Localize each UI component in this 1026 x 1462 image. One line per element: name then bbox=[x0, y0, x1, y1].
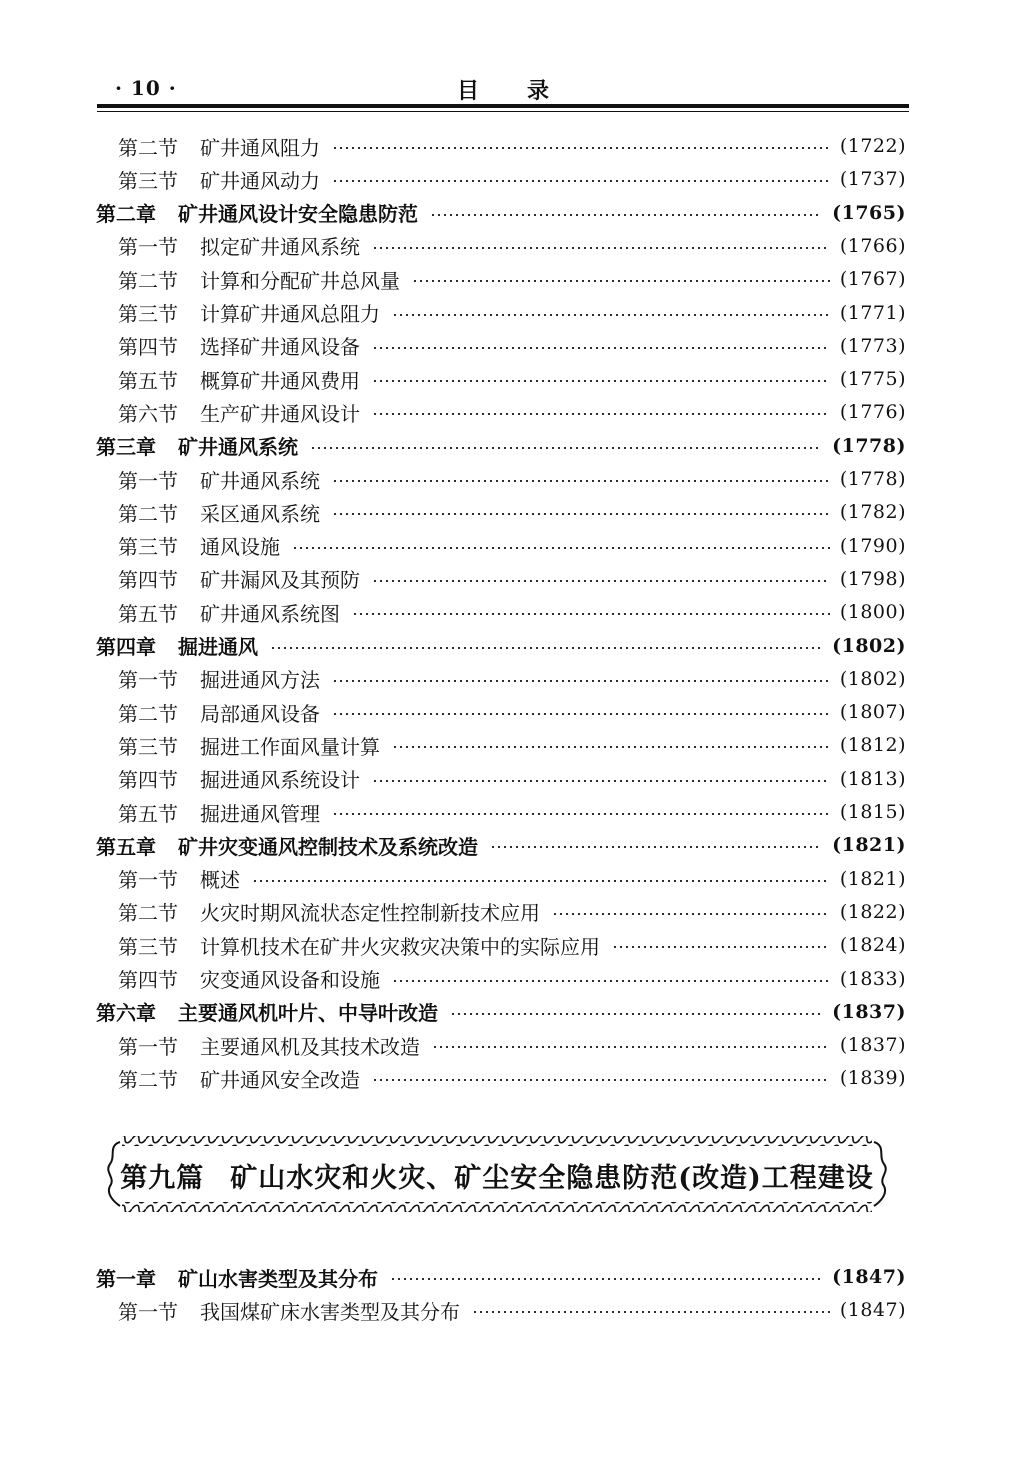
header-rule-thin bbox=[97, 111, 909, 112]
toc-chapter-entry bbox=[96, 830, 906, 860]
toc-leader-dots bbox=[372, 1079, 830, 1081]
toc-page-number: (1766) bbox=[839, 234, 906, 257]
toc-label: 第四节 bbox=[118, 768, 178, 793]
toc-title: 矿井通风设计安全隐患防范 bbox=[178, 202, 418, 227]
toc-leader-dots bbox=[552, 913, 830, 915]
toc-title: 掘进通风方法 bbox=[200, 668, 320, 693]
toc-section-entry bbox=[118, 797, 906, 827]
toc-page-number: (1847) bbox=[832, 1266, 906, 1288]
toc-section-entry bbox=[118, 964, 906, 994]
toc-page-number: (1775) bbox=[839, 368, 906, 391]
toc-title: 矿井漏风及其预防 bbox=[200, 568, 360, 593]
toc-page-number: (1802) bbox=[832, 634, 906, 657]
toc-page-number: (1822) bbox=[839, 900, 906, 923]
toc-page-number: (1778) bbox=[839, 468, 906, 490]
toc-leader-dots bbox=[450, 1013, 822, 1015]
toc-page-number: (1782) bbox=[839, 501, 906, 524]
toc-label: 第四节 bbox=[118, 335, 178, 360]
toc-leader-dots bbox=[372, 780, 830, 782]
toc-leader-dots bbox=[352, 613, 830, 615]
toc-title: 概述 bbox=[200, 868, 240, 893]
toc-leader-dots bbox=[332, 813, 830, 815]
page-number: · 10 · bbox=[115, 76, 177, 100]
toc-label: 第一节 bbox=[118, 868, 178, 893]
toc-leader-dots bbox=[252, 880, 830, 882]
part-heading: 矿山水灾和火灾、矿尘安全隐患防范(改造)工程建设 bbox=[230, 1163, 874, 1194]
toc-title: 概算矿井通风费用 bbox=[200, 368, 360, 393]
toc-title: 火灾时期风流状态定性控制新技术应用 bbox=[200, 901, 540, 926]
toc-page-number: (1815) bbox=[839, 801, 906, 823]
toc-label: 第二节 bbox=[118, 1067, 178, 1092]
toc-leader-dots bbox=[372, 413, 830, 415]
toc-page-number: (1824) bbox=[839, 934, 906, 957]
header-rule-thick bbox=[97, 104, 909, 108]
toc-label: 第三节 bbox=[118, 934, 178, 959]
toc-label: 第六节 bbox=[118, 401, 178, 426]
toc-leader-dots bbox=[332, 680, 830, 682]
toc-title: 矿井通风系统 bbox=[200, 468, 320, 493]
toc-title: 矿井通风阻力 bbox=[200, 135, 320, 160]
toc-label: 第六章 bbox=[96, 1001, 156, 1026]
toc-title: 局部通风设备 bbox=[200, 701, 320, 726]
toc-leader-dots bbox=[270, 647, 822, 649]
toc-chapter-entry bbox=[96, 631, 906, 661]
toc-leader-dots bbox=[432, 1046, 830, 1048]
toc-section-entry bbox=[118, 464, 906, 494]
toc-label: 第四节 bbox=[118, 568, 178, 593]
part-banner bbox=[104, 1134, 890, 1214]
toc-section-entry bbox=[118, 131, 906, 161]
toc-page-number: (1778) bbox=[832, 434, 906, 457]
toc-title: 掘进工作面风量计算 bbox=[200, 734, 380, 759]
toc-title: 灾变通风设备和设施 bbox=[200, 968, 380, 992]
toc-label: 第四节 bbox=[118, 968, 178, 992]
toc-leader-dots bbox=[392, 746, 830, 748]
toc-page-number: (1837) bbox=[839, 1034, 906, 1057]
toc-page-number: (1771) bbox=[839, 301, 906, 324]
toc-page-number: (1833) bbox=[839, 967, 906, 990]
toc-section-entry bbox=[118, 1295, 906, 1325]
toc-title: 矿井灾变通风控制技术及系统改造 bbox=[178, 834, 478, 859]
running-title: 目录 bbox=[456, 78, 597, 104]
toc-title: 生产矿井通风设计 bbox=[200, 401, 360, 426]
toc-title: 主要通风机及其技术改造 bbox=[200, 1034, 420, 1059]
toc-leader-dots bbox=[490, 846, 822, 848]
toc-leader-dots bbox=[332, 480, 830, 482]
part-title bbox=[120, 1156, 874, 1195]
toc-page-number: (1813) bbox=[839, 767, 906, 790]
toc-leader-dots bbox=[310, 447, 822, 449]
toc-page-number: (1807) bbox=[839, 701, 906, 724]
toc-page-number: (1790) bbox=[839, 534, 906, 557]
toc-label: 第二节 bbox=[118, 701, 178, 726]
toc-page-number: (1839) bbox=[839, 1067, 906, 1090]
toc-page-number: (1737) bbox=[839, 168, 906, 191]
toc-page-number: (1821) bbox=[832, 834, 906, 857]
toc-page-number: (1837) bbox=[832, 1000, 906, 1023]
toc-page-number: (1722) bbox=[839, 135, 906, 157]
toc-leader-dots bbox=[392, 980, 830, 982]
toc-label: 第二节 bbox=[118, 901, 178, 926]
toc-label: 第一节 bbox=[118, 235, 178, 260]
toc-leader-dots bbox=[412, 280, 830, 282]
toc-section-entry bbox=[118, 298, 906, 328]
toc-title: 掘进通风 bbox=[178, 635, 258, 659]
toc-leader-dots bbox=[332, 713, 830, 715]
toc-section-entry bbox=[118, 497, 906, 527]
toc-section-entry bbox=[118, 864, 906, 894]
toc-title: 我国煤矿床水害类型及其分布 bbox=[200, 1299, 460, 1324]
toc-leader-dots bbox=[332, 147, 830, 149]
toc-label: 第三节 bbox=[118, 302, 178, 326]
toc-section-entry bbox=[118, 1063, 906, 1093]
toc-section-entry bbox=[118, 597, 906, 627]
toc-label: 第二节 bbox=[118, 501, 178, 526]
toc-title: 计算机技术在矿井火灾救灾决策中的实际应用 bbox=[200, 934, 600, 959]
toc-label: 第一章 bbox=[96, 1266, 156, 1291]
toc-label: 第一节 bbox=[118, 468, 178, 493]
toc-section-entry bbox=[118, 564, 906, 594]
toc-label: 第三节 bbox=[118, 168, 178, 193]
toc-chapter-entry bbox=[96, 997, 906, 1027]
toc-leader-dots bbox=[372, 347, 830, 349]
toc-label: 第五节 bbox=[118, 801, 178, 826]
toc-leader-dots bbox=[372, 580, 830, 582]
toc-title: 主要通风机叶片、中导叶改造 bbox=[178, 1001, 438, 1026]
toc-page-number: (1847) bbox=[839, 1299, 906, 1322]
toc-title: 采区通风系统 bbox=[200, 501, 320, 526]
toc-label: 第五节 bbox=[118, 601, 178, 626]
toc-title: 矿井通风动力 bbox=[200, 168, 320, 193]
toc-chapter-entry bbox=[96, 1262, 906, 1292]
toc-title: 拟定矿井通风系统 bbox=[200, 235, 360, 260]
toc-title: 矿山水害类型及其分布 bbox=[178, 1266, 378, 1291]
toc-label: 第五节 bbox=[118, 368, 178, 393]
toc-leader-dots bbox=[472, 1311, 830, 1313]
toc-label: 第三节 bbox=[118, 734, 178, 759]
toc-page-number: (1776) bbox=[839, 401, 906, 424]
toc-label: 第二节 bbox=[118, 268, 178, 293]
toc-section-entry bbox=[118, 930, 906, 960]
toc-page-number: (1767) bbox=[839, 268, 906, 291]
toc-leader-dots bbox=[372, 247, 830, 249]
toc-title: 掘进通风系统设计 bbox=[200, 768, 360, 793]
toc-label: 第一节 bbox=[118, 1034, 178, 1059]
toc-section-entry bbox=[118, 764, 906, 794]
toc-chapter-entry bbox=[96, 431, 906, 461]
toc-page-number: (1765) bbox=[832, 201, 906, 224]
toc-label: 第三节 bbox=[118, 535, 178, 560]
toc-section-entry bbox=[118, 331, 906, 361]
toc-section-entry bbox=[118, 264, 906, 294]
toc-page-number: (1800) bbox=[839, 601, 906, 624]
toc-section-entry bbox=[118, 531, 906, 561]
toc-chapter-entry bbox=[96, 198, 906, 228]
toc-leader-dots bbox=[372, 380, 830, 382]
toc-leader-dots bbox=[430, 214, 822, 216]
toc-leader-dots bbox=[332, 513, 830, 515]
toc-page-number: (1773) bbox=[839, 334, 906, 357]
part-label: 第九篇 bbox=[120, 1163, 205, 1194]
toc-section-entry bbox=[118, 730, 906, 760]
toc-title: 矿井通风系统图 bbox=[200, 601, 340, 626]
toc-title: 掘进通风管理 bbox=[200, 801, 320, 826]
toc-title: 计算矿井通风总阻力 bbox=[200, 302, 380, 326]
toc-title: 计算和分配矿井总风量 bbox=[200, 268, 400, 293]
toc-leader-dots bbox=[332, 180, 830, 182]
toc-leader-dots bbox=[292, 547, 830, 549]
toc-section-entry bbox=[118, 664, 906, 694]
toc-title: 通风设施 bbox=[200, 535, 280, 560]
toc-label: 第二节 bbox=[118, 135, 178, 160]
toc-section-entry bbox=[118, 697, 906, 727]
toc-title: 矿井通风安全改造 bbox=[200, 1067, 360, 1092]
page-header bbox=[97, 72, 909, 106]
toc-leader-dots bbox=[392, 314, 830, 316]
toc-section-entry bbox=[118, 897, 906, 927]
toc-title: 矿井通风系统 bbox=[178, 435, 298, 460]
toc-label: 第一节 bbox=[118, 668, 178, 693]
toc-section-entry bbox=[118, 364, 906, 394]
toc-section-entry bbox=[118, 397, 906, 427]
toc-page-number: (1821) bbox=[839, 867, 906, 890]
toc-page-number: (1798) bbox=[839, 567, 906, 590]
toc-section-entry bbox=[118, 164, 906, 194]
toc-label: 第四章 bbox=[96, 635, 156, 659]
toc-label: 第五章 bbox=[96, 834, 156, 859]
toc-page-number: (1812) bbox=[839, 734, 906, 757]
toc-title: 选择矿井通风设备 bbox=[200, 335, 360, 360]
toc-leader-dots bbox=[612, 946, 830, 948]
toc-leader-dots bbox=[390, 1278, 822, 1280]
toc-page-number: (1802) bbox=[839, 667, 906, 690]
toc-label: 第三章 bbox=[96, 435, 156, 460]
toc-section-entry bbox=[118, 1030, 906, 1060]
toc-label: 第一节 bbox=[118, 1299, 178, 1324]
toc-label: 第二章 bbox=[96, 202, 156, 227]
toc-section-entry bbox=[118, 231, 906, 261]
